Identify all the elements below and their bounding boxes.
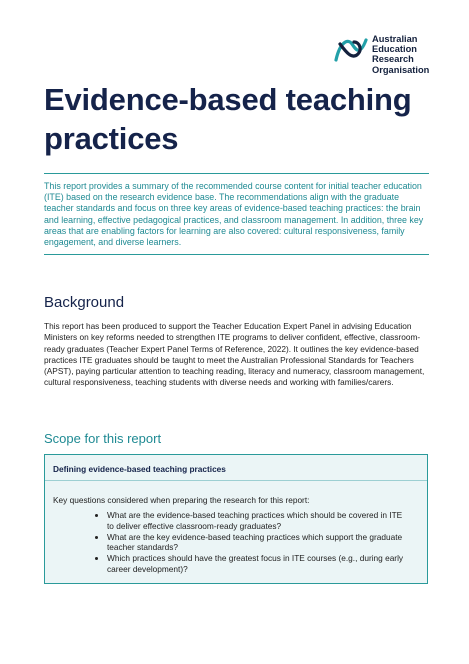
scope-box-intro: Key questions considered when preparing the research for this report:	[53, 495, 310, 505]
list-item: • What are the key evidence-based teaching practices which support the graduate teacher standards?	[107, 532, 409, 554]
scope-box-title: Defining evidence-based teaching practices	[45, 455, 427, 481]
logo-line: Research	[372, 54, 414, 65]
background-heading: Background	[44, 294, 125, 311]
aero-logo-icon	[330, 30, 370, 70]
background-text: This report has been produced to support the Teacher Education Expert Panel in advising Education Ministers on key reforms needed to strengthen ITE programs to deliver confident, effective, classroom-ready graduates (Teacher Expert Panel Terms of Reference, 2022). It outlines the key evidence-based practices ITE graduates should be taught to meet the Australian Professional Standards for Teachers (APST), paying particular attention to teaching reading, literacy and numeracy, classroom management, cultural responsiveness, teaching students with diverse needs and working with families/carers.	[44, 321, 425, 388]
scope-question-list	[45, 510, 427, 575]
scope-heading: Scope for this report	[44, 431, 162, 446]
logo-line: Education	[372, 44, 417, 55]
scope-box	[44, 454, 428, 584]
logo-line: Organisation	[372, 64, 430, 75]
page-title: Evidence-based teaching practices	[44, 82, 412, 156]
logo-line: Australian	[372, 34, 418, 44]
logo-wordmark	[372, 34, 429, 75]
aero-logo	[330, 30, 429, 75]
list-item: • Which practices should have the greatest focus in ITE courses (e.g., during early career development)?	[107, 553, 409, 575]
list-item: • What are the evidence-based teaching practices which should be covered in ITE to deliver effective classroom-ready graduates?	[107, 510, 409, 532]
summary-block: This report provides a summary of the recommended course content for initial teacher education (ITE) based on the research evidence base. The recommendations align with the graduate teacher standards and focus on three key areas of evidence-based teaching practices: the brain and learning, effective pedagogical practices, and classroom management. In addition, three key areas that are enabling factors for learning are also covered: cultural responsiveness, family engagement, and diverse learners.	[44, 173, 429, 255]
